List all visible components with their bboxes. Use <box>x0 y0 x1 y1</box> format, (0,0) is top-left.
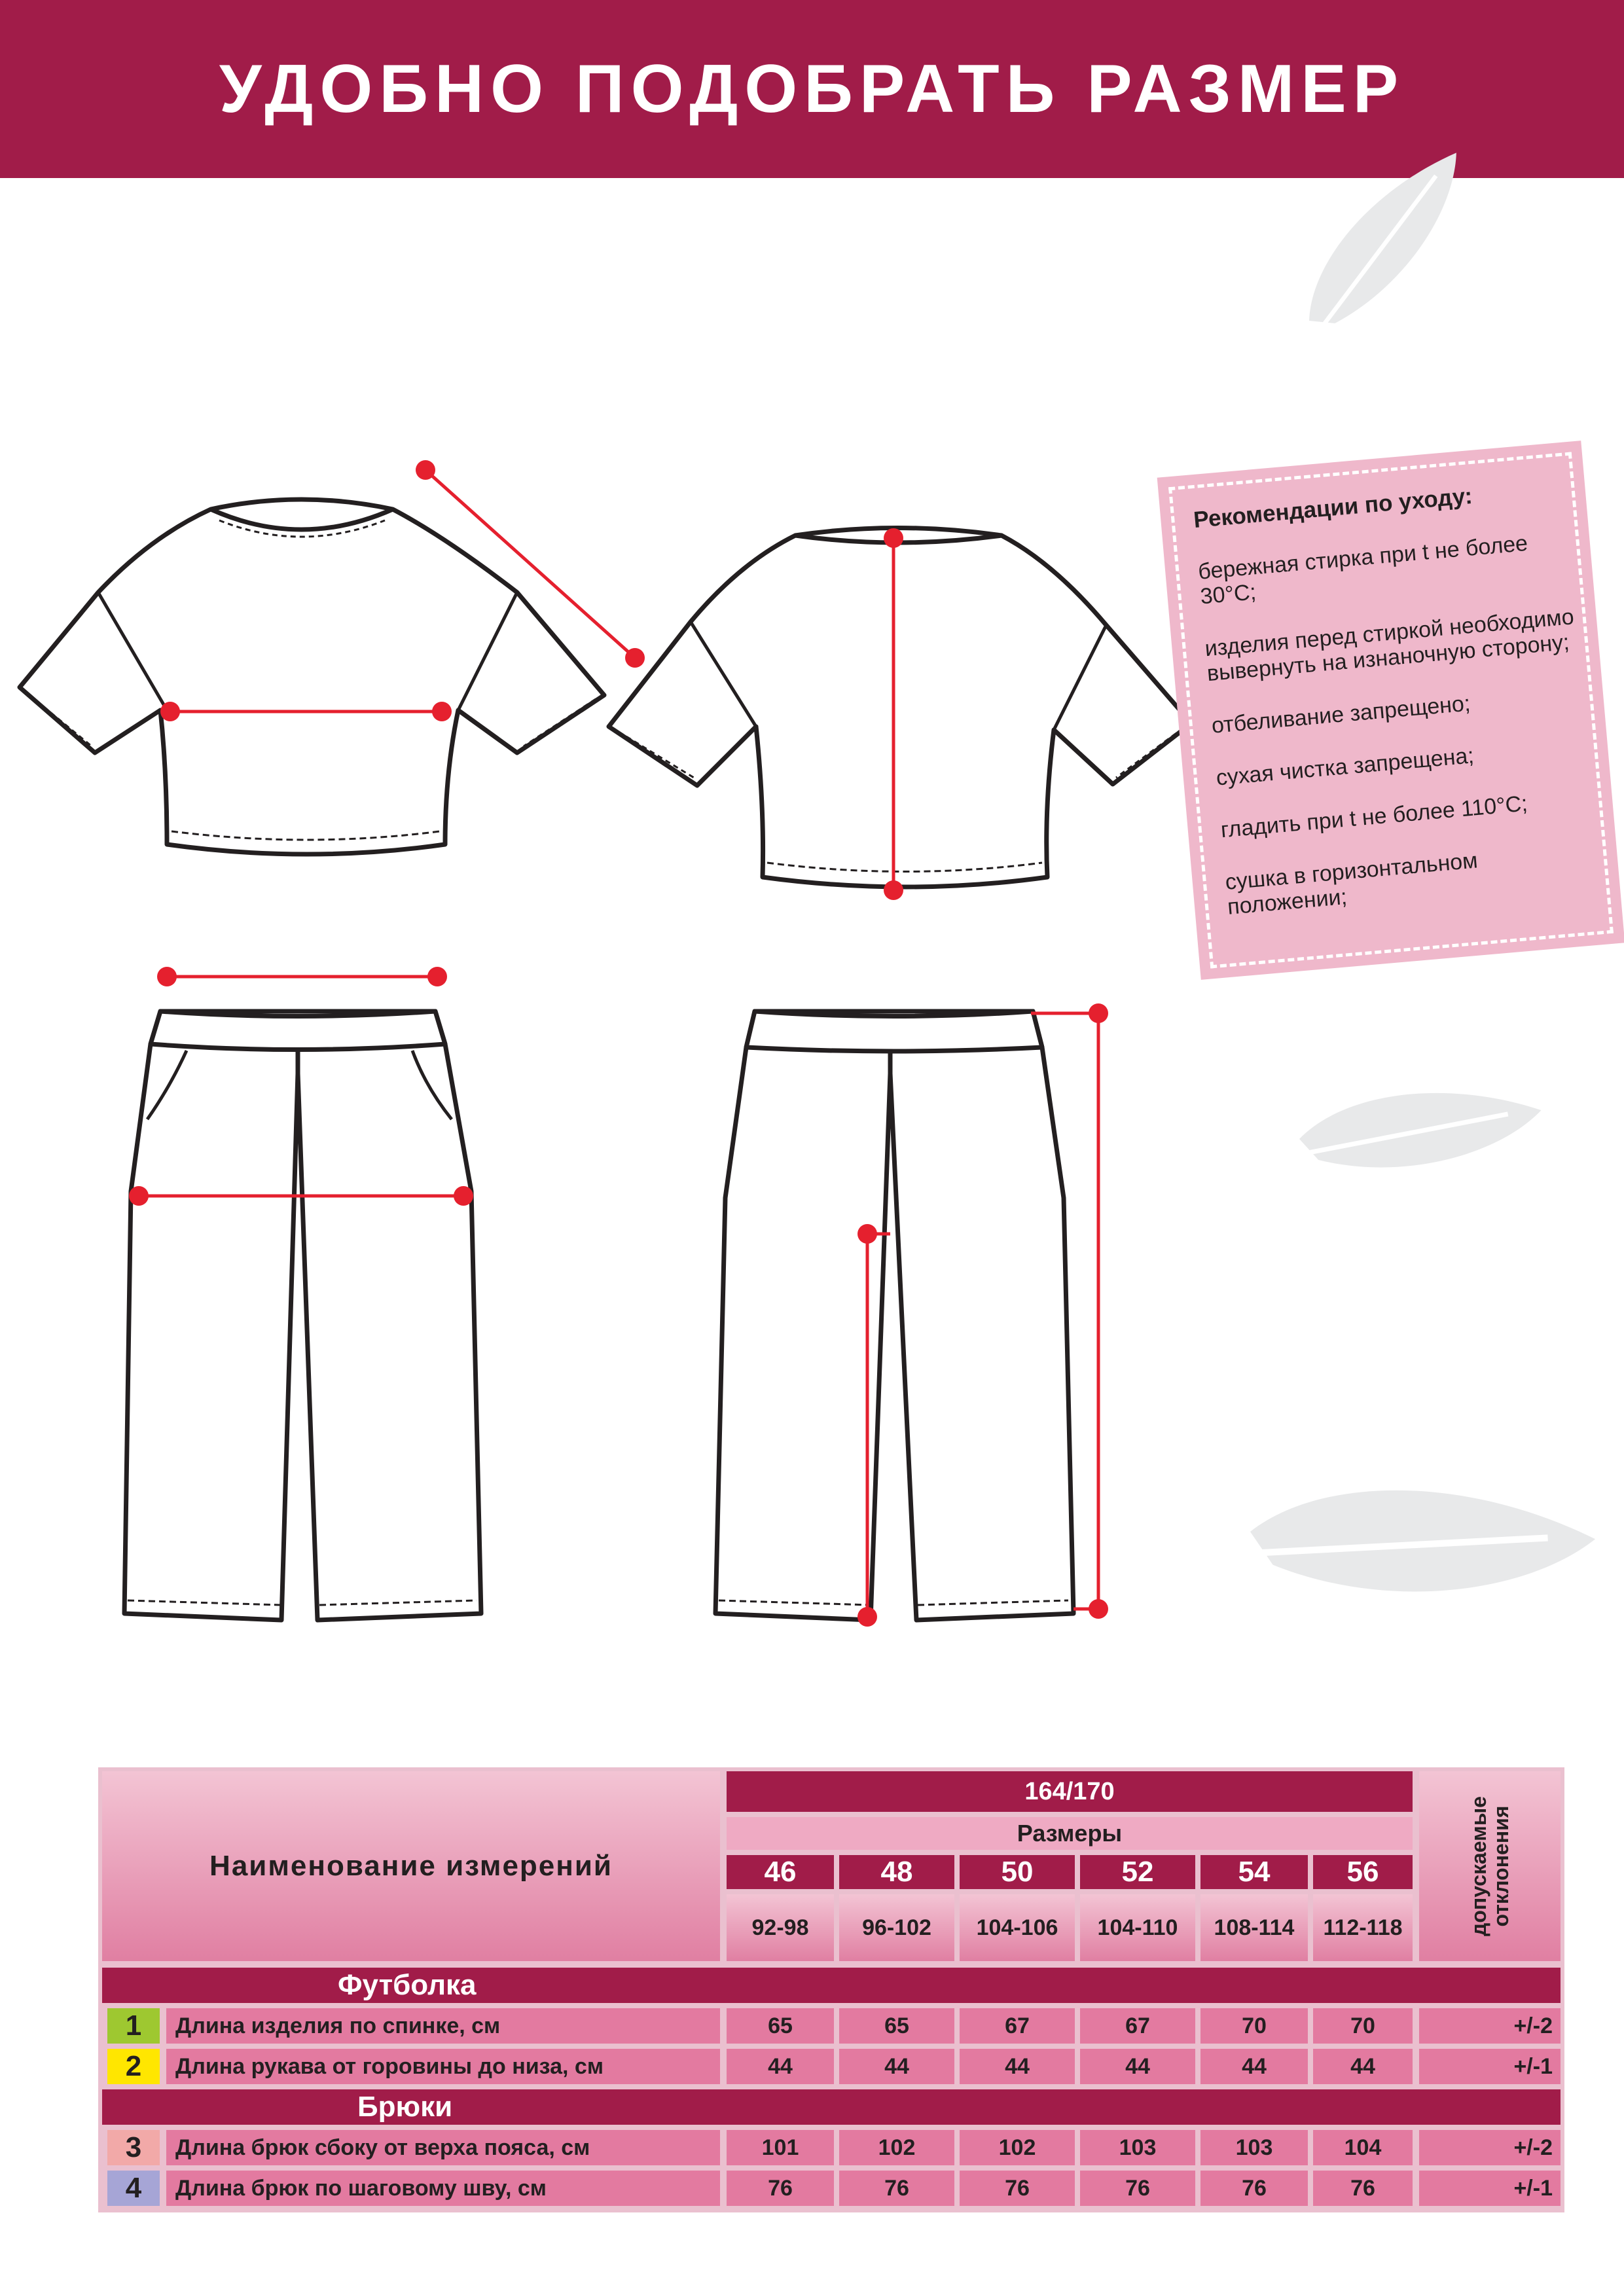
row-value: 44 <box>960 2049 1075 2084</box>
size-header: 54 <box>1200 1855 1308 1889</box>
size-table <box>98 1767 1564 2212</box>
row-value: 76 <box>1313 2171 1413 2206</box>
care-item: сушка в горизонтальном положении; <box>1224 848 1479 920</box>
size-header: 50 <box>960 1855 1075 1889</box>
sizes-label-cell <box>727 1817 1413 1850</box>
row-value: 44 <box>1200 2049 1308 2084</box>
chest-range: 112-118 <box>1313 1894 1413 1961</box>
row-value: 67 <box>1080 2008 1195 2044</box>
tshirt-back-sketch <box>609 528 1191 888</box>
row-value: 102 <box>960 2130 1075 2165</box>
row-label: Длина брюк по шаговому шву, см <box>166 2171 720 2206</box>
row-value: 70 <box>1313 2008 1413 2044</box>
row-value: 104 <box>1313 2130 1413 2165</box>
row-value: 76 <box>727 2171 834 2206</box>
chest-range: 104-106 <box>960 1894 1075 1961</box>
chest-range: 92-98 <box>727 1894 834 1961</box>
size-header: 56 <box>1313 1855 1413 1889</box>
tolerance-header: допускаемые отклонения <box>1467 1796 1513 1936</box>
row-value: 76 <box>1200 2171 1308 2206</box>
row-value: 65 <box>727 2008 834 2044</box>
size-header: 52 <box>1080 1855 1195 1889</box>
row-value: 101 <box>727 2130 834 2165</box>
care-title: Рекомендации по уходу: <box>1192 482 1473 533</box>
section-title: Брюки <box>102 2089 1561 2125</box>
chest-range: 108-114 <box>1200 1894 1308 1961</box>
page-title: УДОБНО ПОДОБРАТЬ РАЗМЕР <box>219 50 1405 127</box>
tolerance-header-cell <box>1419 1771 1561 1961</box>
chest-range: 96-102 <box>839 1894 954 1961</box>
feather-icon <box>1192 1400 1595 1694</box>
measure-header-cell <box>102 1771 720 1961</box>
height-cell <box>727 1771 1413 1812</box>
size-header: 46 <box>727 1855 834 1889</box>
care-card <box>1157 441 1624 980</box>
row-tolerance: +/-1 <box>1419 2171 1561 2206</box>
row-value: 65 <box>839 2008 954 2044</box>
care-item: бережная стирка при t не более 30°С; <box>1197 530 1529 609</box>
row-label: Длина рукава от горовины до низа, см <box>166 2049 720 2084</box>
feather-icon <box>1261 1047 1542 1225</box>
chest-range: 104-110 <box>1080 1894 1195 1961</box>
row-value: 44 <box>1080 2049 1195 2084</box>
row-label: Длина брюк сбоку от верха пояса, см <box>166 2130 720 2165</box>
care-item: гладить при t не более 110°С; <box>1219 791 1529 843</box>
row-value: 103 <box>1200 2130 1308 2165</box>
row-value: 44 <box>727 2049 834 2084</box>
row-value: 102 <box>839 2130 954 2165</box>
sizes-label: Размеры <box>1017 1820 1123 1847</box>
row-value: 76 <box>839 2171 954 2206</box>
measure-header: Наименование измерений <box>209 1850 613 1882</box>
row-number-badge: 2 <box>107 2049 160 2084</box>
section-title: Футболка <box>102 1968 1561 2003</box>
care-item: сухая чистка запрещена; <box>1215 743 1475 791</box>
care-item: отбеливание запрещено; <box>1210 691 1471 738</box>
care-item: изделия перед стиркой необходимо вывернуть на изнаночную сторону; <box>1204 604 1575 687</box>
row-value: 44 <box>839 2049 954 2084</box>
row-value: 76 <box>960 2171 1075 2206</box>
row-tolerance: +/-2 <box>1419 2008 1561 2044</box>
row-tolerance: +/-2 <box>1419 2130 1561 2165</box>
row-tolerance: +/-1 <box>1419 2049 1561 2084</box>
row-label: Длина изделия по спинке, см <box>166 2008 720 2044</box>
row-value: 44 <box>1313 2049 1413 2084</box>
feather-icon <box>1246 152 1507 359</box>
trousers-back-sketch <box>715 1011 1074 1620</box>
row-value: 67 <box>960 2008 1075 2044</box>
row-value: 70 <box>1200 2008 1308 2044</box>
row-number-badge: 4 <box>107 2171 160 2206</box>
size-header: 48 <box>839 1855 954 1889</box>
trousers-front-sketch <box>124 1011 481 1620</box>
row-number-badge: 3 <box>107 2130 160 2165</box>
row-value: 76 <box>1080 2171 1195 2206</box>
row-number-badge: 1 <box>107 2008 160 2044</box>
height-label: 164/170 <box>1024 1777 1115 1805</box>
row-value: 103 <box>1080 2130 1195 2165</box>
